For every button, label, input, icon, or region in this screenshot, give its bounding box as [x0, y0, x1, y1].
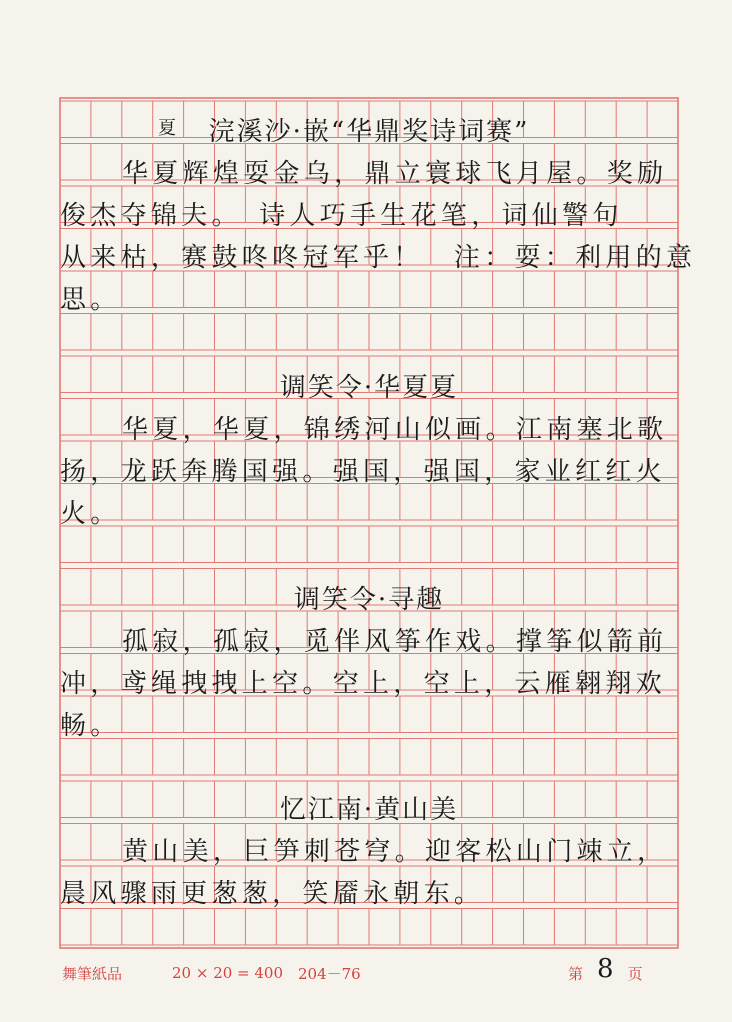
- poem-line: 孤寂，孤寂，觅伴风筝作戏。撑筝似箭前: [122, 626, 668, 657]
- poem-line: 思。: [60, 284, 121, 315]
- footer-grid-spec: 20 × 20 = 400: [172, 964, 284, 982]
- correction-note: 夏: [158, 118, 176, 139]
- poem-title: 浣溪沙·嵌“华鼎奖诗词赛”: [208, 116, 530, 147]
- poem-line: 冲，鸢绳拽拽上空。空上，空上，云雁翱翔欢: [60, 668, 667, 699]
- poem-line: 晨风骤雨更葱葱，笑靥永朝东。: [60, 878, 485, 909]
- page-number: 8: [597, 954, 614, 984]
- poem-title: 忆江南·黄山美: [279, 794, 459, 825]
- page-prefix: 第: [568, 964, 584, 983]
- poem-title: 调笑令·华夏夏: [279, 372, 459, 403]
- footer-code: 204－76: [298, 964, 361, 983]
- poem-line: 畅。: [60, 710, 121, 741]
- page-suffix: 页: [627, 964, 643, 983]
- poem-line: 华夏，华夏，锦绣河山似画。江南塞北歌: [122, 414, 668, 445]
- poem-line: 俊杰夺锦夫。 诗人巧手生花笔，词仙警句: [60, 200, 623, 231]
- poem-line: 从来枯，赛鼓咚咚冠军乎！ 注：耍：利用的意: [60, 242, 697, 273]
- footer-brand: 舞筆紙品: [62, 964, 123, 983]
- footer-page: [568, 954, 643, 986]
- poem-line: 黄山美，巨笋刺苍穹。迎客松山门竦立，: [122, 836, 668, 867]
- poem-line: 火。: [60, 498, 121, 529]
- poem-line: 扬，龙跃奔腾国强。强国，强国，家业红红火: [60, 456, 667, 487]
- poem-line: 华夏辉煌耍金乌，鼎立寰球飞月屋。奖励: [122, 158, 668, 189]
- poem-title: 调笑令·寻趣: [293, 584, 445, 615]
